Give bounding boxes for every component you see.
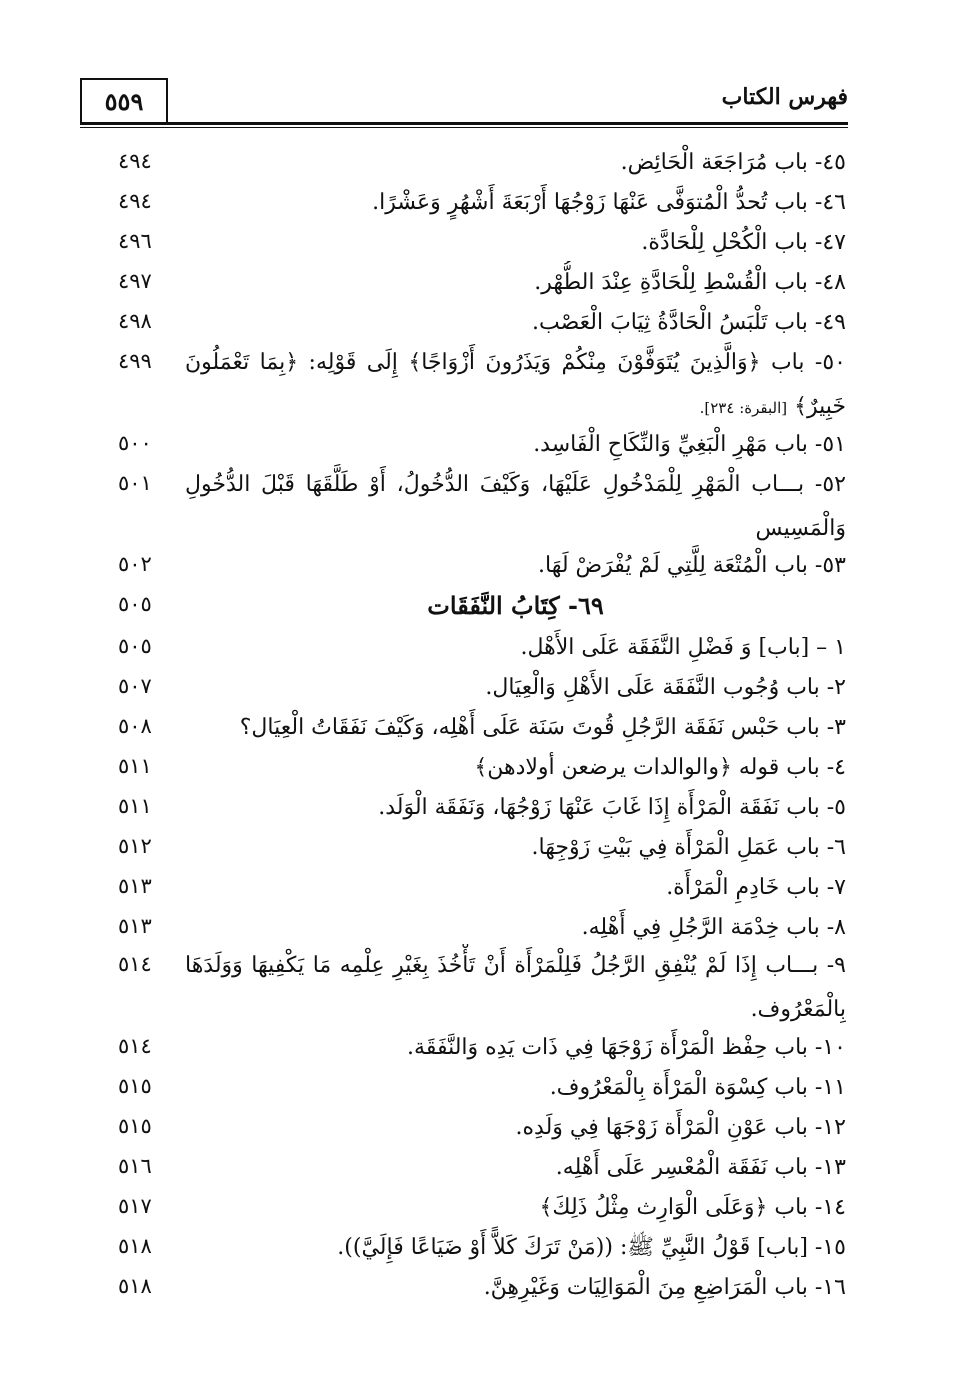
toc-title: ٤٨- باب الْقُسْطِ لِلْحَادَّةِ عِنْدَ الطُّهْر. [534,270,846,295]
toc-page: ٥١٨ [118,1274,152,1298]
toc-page: ٥١٣ [118,914,152,938]
toc-page: ٥١٤ [118,952,152,976]
toc-page: ٥١٥ [118,1074,152,1098]
toc-page: ٤٩٩ [118,349,152,373]
toc-page: ٤٩٨ [118,309,152,333]
toc-page: ٥١٣ [118,874,152,898]
toc-page: ٥٠٥ [118,634,152,658]
toc-page: ٥٠٨ [118,714,152,738]
toc-page: ٥٠٧ [118,674,152,698]
page-number: ٥٥٩ [80,78,168,122]
toc-page: ٥١١ [118,794,152,818]
toc-page: ٥٠١ [118,471,152,495]
toc-page: ٤٩٦ [118,229,152,253]
toc-title: ٨- باب خِدْمَة الرَّجُلِ فِي أَهْلِه. [581,915,846,940]
toc-title: ٥- باب نَفَقَة الْمَرْأَة إِذَا غَابَ عَنْهَا زَوْجُهَا، وَنَفَقَة الْوَلَد. [378,795,846,820]
toc-title: ٥٢- بـــاب الْمَهْرِ لِلْمَدْخُولِ عَلَيْهَا، وَكَيْفَ الدُّخُولُ، أَوْ طَلَّقَهَا قَبْلَ الدُّخُولِ وَالْمَسِيس [185,472,846,541]
toc-title: ٢- باب وُجُوب النَّفَقَة عَلَى الأَهْلِ وَالْعِيَال. [485,675,846,700]
running-title: فهرس الكتاب [721,84,848,110]
toc-title: ١٤- باب ﴿وَعَلَى الْوَارِث مِثْلُ ذَلِكَ﴾ [539,1195,846,1220]
toc-title: ١٢- باب عَوْنِ الْمَرْأَة زَوْجَهَا فِي وَلَدِه. [515,1115,846,1140]
toc-title: ٤- باب قوله ﴿والوالدات يرضعن أولادهن﴾ [474,755,846,780]
toc-page: ٥١٤ [118,1034,152,1058]
toc-title: ٤٥- باب مُرَاجَعَة الْحَائِض. [620,150,846,175]
toc-page: ٥١١ [118,754,152,778]
toc-page: ٥١٦ [118,1154,152,1178]
toc-page: ٤٩٧ [118,269,152,293]
toc-title: ١٦- باب الْمَرَاضِعِ مِنَ الْمَوَالِيَات وَغَيْرِهِنَّ. [483,1275,846,1300]
toc-title: ٥٣- باب الْمُتْعَة لِلَّتِي لَمْ يُفْرَضْ لَهَا. [538,553,846,578]
toc-title: ١ – [باب] وَ فَضْلِ النَّفَقَة عَلَى الأَهْل. [520,635,846,660]
toc-title: ١٥- [باب] قَوْلُ النَّبِيِّ ﷺ: ((مَنْ تَرَكَ كَلاًّ أَوْ ضَيَاعًا فَإِلَيَّ)). [337,1235,846,1260]
toc-title-text: ٥٠- باب ﴿وَالَّذِينَ يُتَوَفَّوْنَ مِنْكُمْ وَيَذَرُونَ أَزْوَاجًا﴾ إِلَى قَوْلِه: ﴿بِمَا تَعْمَلُونَ خَبِيرٌ﴾ [185,350,846,419]
toc-page: ٥١٢ [118,834,152,858]
toc-title: ٩- بـــاب إِذَا لَمْ يُنْفِقِ الرَّجُلُ فَلِلْمَرْأَة أَنْ تَأْخُذَ بِغَيْرِ عِلْمِه مَا يَكْفِيهَا وَوَلَدَهَا بِالْمَعْرُوف. [185,953,846,1022]
toc-page: ٥٠٢ [118,552,152,576]
toc-title: ٣- باب حَبْس نَفَقَة الرَّجُلِ قُوتَ سَنَة عَلَى أَهْلِه، وَكَيْفَ نَفَقَاتُ الْعِيَال؟ [239,715,846,740]
toc-title: ٤٧- باب الْكُحْلِ لِلْحَادَّة. [641,230,846,255]
toc-page: ٥٠٠ [118,431,152,455]
toc-page: ٥١٧ [118,1194,152,1218]
toc-page: ٥٠٥ [118,592,152,616]
toc-title: ٤٦- باب تُحدُّ الْمُتوَفَّى عَنْهَا زَوْجُهَا أَرْبَعَةَ أَشْهُرٍ وَعَشْرًا. [372,190,846,215]
toc-page: ٥١٥ [118,1114,152,1138]
toc-page: ٥١٨ [118,1234,152,1258]
toc-title: ٧- باب خَادِمِ الْمَرْأَة. [666,875,846,900]
toc-title: ٥١- باب مَهْرِ الْبَغِيِّ وَالنِّكَاحِ الْفَاسِد. [533,432,846,457]
toc-page: ٤٩٤ [118,189,152,213]
toc-title: ٤٩- باب تَلْبَسُ الْحَادَّةُ ثِيَابَ الْعَصْب. [532,310,846,335]
toc-title: ١٣- باب نَفَقَة الْمُعْسِر عَلَى أَهْلِه. [555,1155,846,1180]
section-title: ٦٩- كِتَابُ النَّفَقَات [427,591,604,620]
quran-reference: [البقرة: ٢٣٤]. [699,399,788,417]
toc-title [185,341,846,430]
toc-page: ٤٩٤ [118,149,152,173]
toc-title: ٦- باب عَمَلِ الْمَرْأَة فِي بَيْتِ زَوْجِهَا. [531,835,846,860]
toc-title: ١٠- باب حِفْظ الْمَرْأَة زَوْجَهَا فِي ذَات يَدِه وَالنَّفَقَة. [407,1035,846,1060]
toc-title: ١١- باب كِسْوَة الْمَرْأَة بِالْمَعْرُوف. [549,1075,846,1100]
